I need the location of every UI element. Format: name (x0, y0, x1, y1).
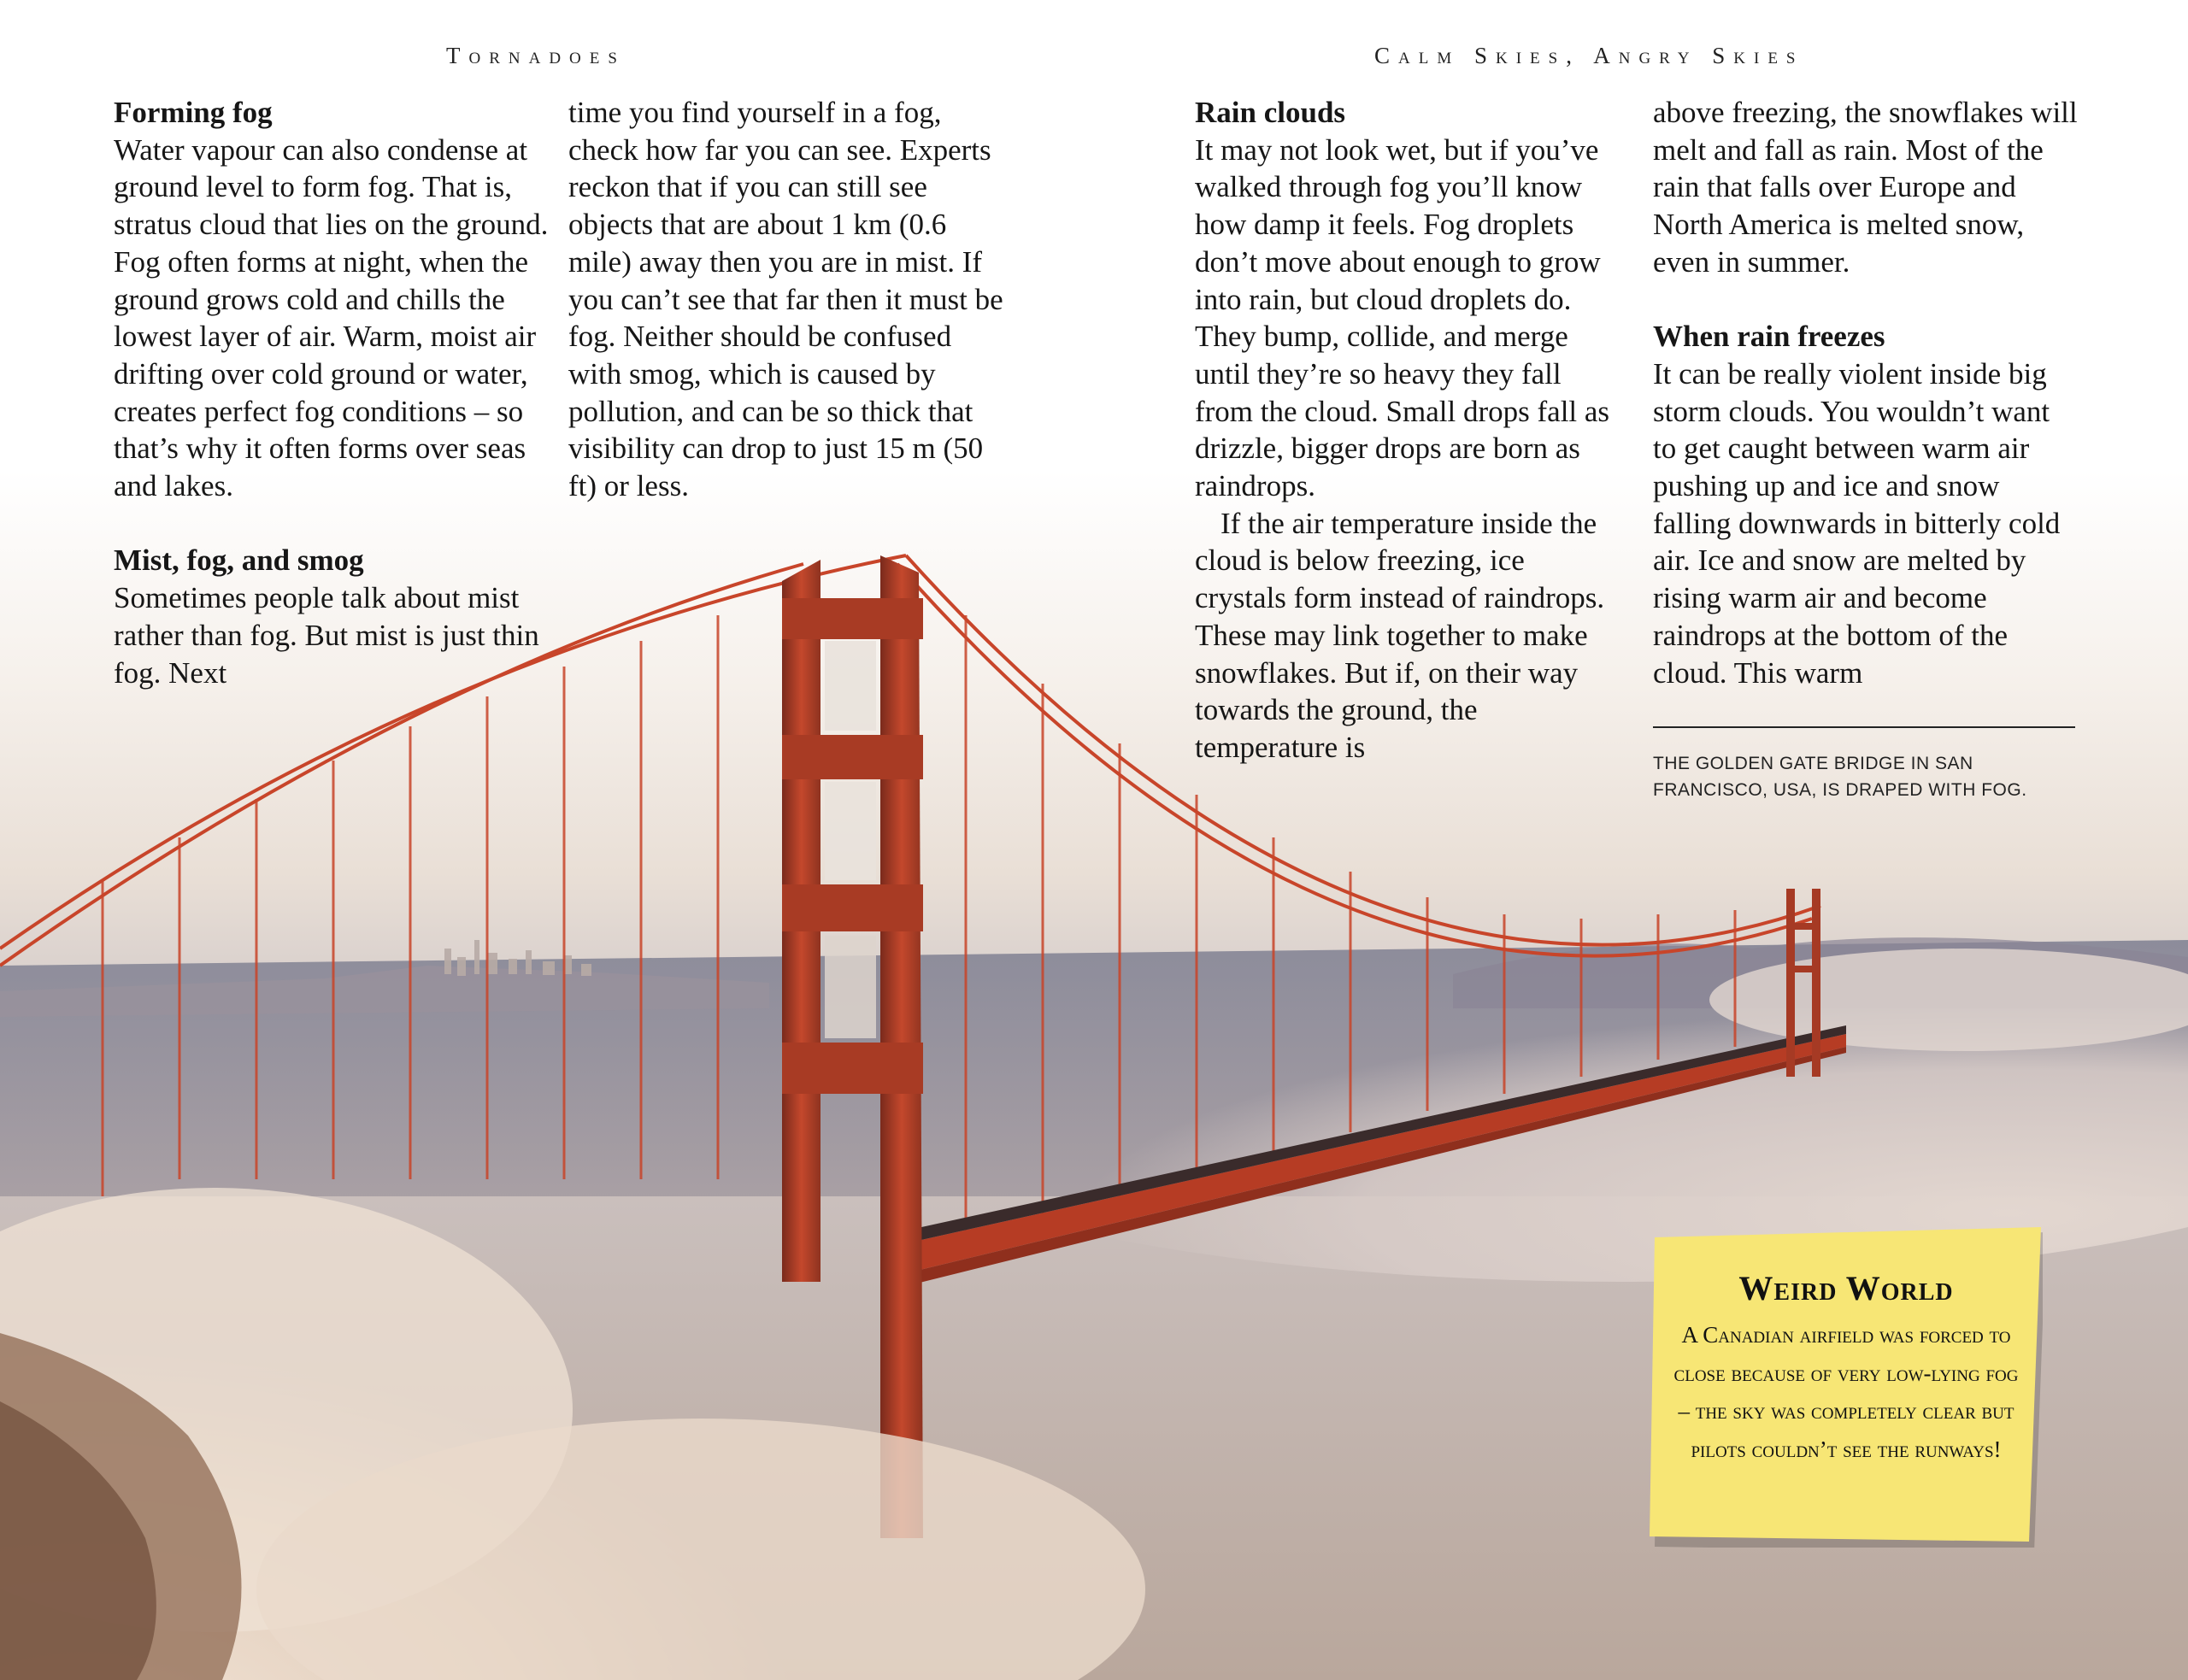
paragraph-air-temperature: If the air temperature inside the cloud is below freezing, ice crystals form instead of raindrops. These may link together to make snowflakes. But if, on their way towards the ground, the temperature is (1195, 506, 1605, 764)
paragraph-when-rain-freezes: It can be really violent inside big storm clouds. You wouldn’t want to get caught between warm air pushing up and ice and snow falling downwards in bitterly cold air. Ice and snow are melted by rising warm air and become raindrops at the bottom of the cloud. This warm (1653, 356, 2061, 690)
text-column-3 (1195, 94, 1618, 767)
text-column-2 (568, 94, 1004, 505)
paragraph-mist-fog-smog: Sometimes people talk about mist rather than fog. But mist is just thin fog. Next (114, 581, 539, 690)
photo-caption: THE GOLDEN GATE BRIDGE IN SAN FRANCISCO, USA, IS DRAPED WITH FOG. (1653, 754, 2027, 800)
weird-world-text: A Canadian airfield was forced to close because of very low-lying fog – the sky was completely clear but pilots couldn’t see the runways! (1673, 1322, 2019, 1462)
text-column-4 (1653, 94, 2080, 691)
weird-world-title: Weird World (1738, 1269, 1954, 1307)
running-head-right: Calm Skies, Angry Skies (1374, 43, 1804, 68)
paragraph-rain-clouds: It may not look wet, but if you’ve walked through fog you’ll know how damp it feels. Fog droplets don’t move about enough to grow into rain, but cloud droplets do. They bump, collide, and merge until they’re so heavy they fall from the cloud. Small drops fall as drizzle, bigger drops are born as raindrops. (1195, 132, 1610, 503)
paragraph-visibility: time you find yourself in a fog, check how far you can see. Experts reckon that if you can still see objects that are about 1 km (0.6 mile) away then you are in mist. If you can’t see that far then it must be fog. Neither should be confused with smog, which is caused by pollution, and can be so thick that visibility can drop to just 15 m (50 ft) or less. (568, 96, 1003, 503)
heading-rain-clouds: Rain clouds (1195, 96, 1346, 129)
paragraph-forming-fog: Water vapour can also condense at ground level to form fog. That is, stratus cloud that lies on the ground. Fog often forms at night, when the ground grows cold and chills the lowest layer of air. Warm, moist air drifting over cold ground or water, creates perfect fog conditions – so that’s why it often forms over seas and lakes. (114, 132, 549, 503)
heading-mist-fog-smog: Mist, fog, and smog (114, 543, 364, 578)
paragraph-snowflakes: above freezing, the snowflakes will melt and fall as rain. Most of the rain that falls over Europe and North America is melted snow, even in summer. (1653, 96, 2078, 279)
heading-forming-fog: Forming fog (114, 96, 273, 129)
caption-rule (1653, 726, 2075, 728)
text-column-1 (114, 94, 550, 691)
heading-when-rain-freezes: When rain freezes (1653, 320, 1885, 354)
running-head-left: Tornadoes (446, 43, 626, 68)
